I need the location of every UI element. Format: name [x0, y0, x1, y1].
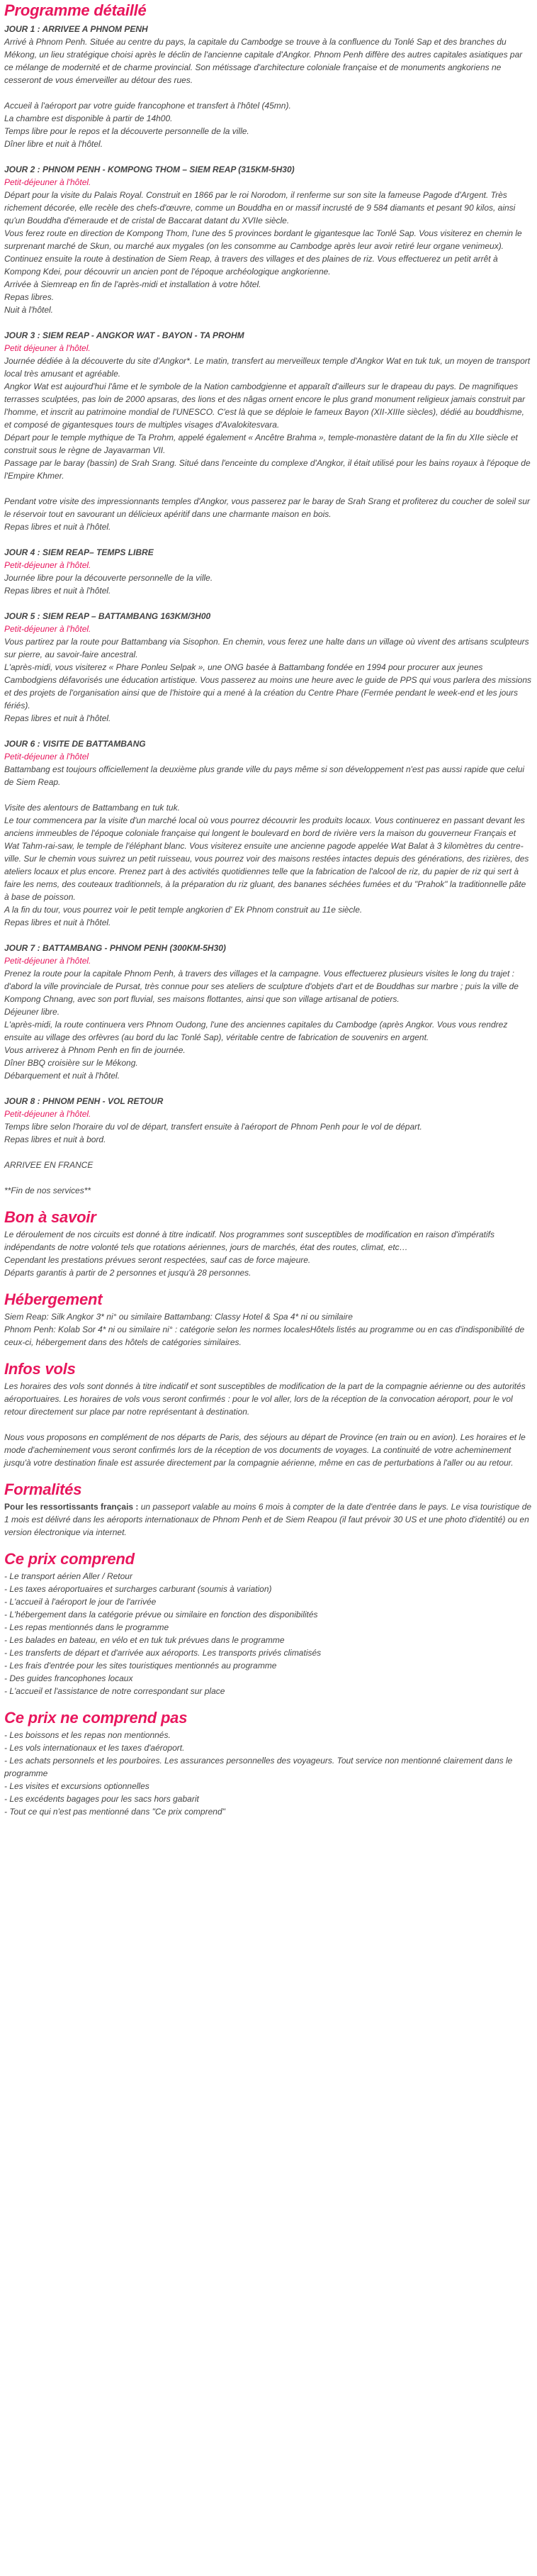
list-item: - Les balades en bateau, en vélo et en tuk tuk prévues dans le programme: [4, 1635, 285, 1645]
itinerary-day: [4, 546, 533, 597]
programme-section: [4, 0, 533, 1197]
day-title: JOUR 2 : PHNOM PENH - KOMPONG THOM – SIEM REAP (315KM-5H30): [4, 165, 295, 174]
list-item: - L'hébergement dans la catégorie prévue ou similaire en fonction des disponibilités: [4, 1610, 318, 1619]
itinerary-day: [4, 737, 533, 929]
itinerary-day: [4, 329, 533, 533]
day-title: JOUR 1 : ARRIVEE A PHNOM PENH: [4, 24, 148, 34]
list-item: - Les achats personnels et les pourboires. Les assurances personnelles des voyageurs. Tout service non mentionné clairement dans le programme: [4, 1756, 513, 1778]
day-text-line: La chambre est disponible à partir de 14h00.: [4, 113, 173, 123]
day-meal: Petit-déjeuner à l'hôtel.: [4, 560, 91, 570]
formalites-title: Formalités: [4, 1481, 82, 1498]
day-text-line: Accueil à l'aéroport par votre guide francophone et transfert à l'hôtel (45mn).: [4, 101, 291, 111]
day-text-line: **Fin de nos services**: [4, 1186, 91, 1195]
day-text-line: Dîner BBQ croisière sur le Mékong.: [4, 1058, 138, 1068]
day-text-line: Vous partirez par la route pour Battambang via Sisophon. En chemin, vous ferez une halte dans un village où vivent des artisans sculpteurs sur pierre, au savoir-faire ancestral.: [4, 637, 529, 659]
itinerary-day: [4, 1095, 533, 1197]
list-item: - Tout ce qui n'est pas mentionné dans "Ce prix comprend": [4, 1807, 225, 1817]
itinerary-day: [4, 942, 533, 1082]
day-meal: Petit-déjeuner à l'hôtel.: [4, 956, 91, 966]
prix-comprend-title: Ce prix comprend: [4, 1550, 135, 1568]
bon-a-savoir-line: Cependant les prestations prévues seront respectées, sauf cas de force majeure.: [4, 1255, 311, 1265]
day-meal: Petit-déjeuner à l'hôtel.: [4, 1109, 91, 1119]
day-title: JOUR 5 : SIEM REAP – BATTAMBANG 163KM/3H00: [4, 611, 211, 621]
prix-comprend-section: [4, 1549, 533, 1697]
hebergement-line: Siem Reap: Silk Angkor 3* ni° ou similaire Battambang: Classy Hotel & Spa 4* ni ou similaire: [4, 1312, 353, 1322]
day-text-line: Nuit à l'hôtel.: [4, 305, 53, 315]
bon-a-savoir-section: [4, 1207, 533, 1279]
list-item: - Les taxes aéroportuaires et surcharges carburant (soumis à variation): [4, 1584, 272, 1594]
list-item: - Les boissons et les repas non mentionnés.: [4, 1730, 171, 1740]
prix-ne-comprend-pas-title: Ce prix ne comprend pas: [4, 1709, 188, 1727]
formalites-text-block: [4, 1500, 533, 1539]
prix-ne-comprend-pas-list: [4, 1729, 533, 1818]
bon-a-savoir-body: [4, 1228, 533, 1279]
day-meal: Petit déjeuner à l'hôtel.: [4, 343, 91, 353]
list-item: - L'accueil à l'aéroport le jour de l'arrivée: [4, 1597, 157, 1607]
hebergement-title: Hébergement: [4, 1290, 103, 1308]
programme-title: Programme détaillé: [4, 1, 147, 19]
day-text-line: Vous arriverez à Phnom Penh en fin de journée.: [4, 1045, 186, 1055]
infos-vols-paragraph: Les horaires des vols sont donnés à titre indicatif et sont susceptibles de modification de la part de la compagnie aérienne ou des autorités aéroportuaires. Les horaires de vols vous seront confirmés : pour le vol aller, lors de la réception de la convocation aéroport, pour le vol retour directement sur place par notre représentant à destination.: [4, 1381, 526, 1417]
infos-vols-body: [4, 1380, 533, 1469]
day-text-line: L'après-midi, vous visiterez « Phare Ponleu Selpak », une ONG basée à Battambang fondée en 1994 pour procurer aux jeunes Cambodgiens défavorisés une éducation artistique. Vous passerez au moins une heure avec le guide de PPS qui vous parlera des missions et des projets de l'organisation ainsi que de l'histoire qui a mené à la création du Centre Phare (Fermée pendant le week-end et les jours fériés).: [4, 662, 531, 710]
day-text-line: Journée dédiée à la découverte du site d'Angkor*. Le matin, transfert au merveilleux temple d'Angkor Wat en tuk tuk, un moyen de transport local très amusant et agréable.: [4, 356, 531, 379]
formalites-text: un passeport valable au moins 6 mois à compter de la date d'entrée dans le pays. Le visa touristique de 1 mois est délivré dans les aéroports internationaux de Phnom Penh et de Siem Reapou (il faut prévoir 30 US et une photo d'identité) ou en version électronique via internet.: [4, 1502, 532, 1537]
day-text-line: Battambang est toujours officiellement la deuxième plus grande ville du pays même si son développement n'est pas aussi rapide que celui de Siem Reap.: [4, 764, 525, 787]
list-item: - Des guides francophones locaux: [4, 1673, 133, 1683]
day-text-line: Visite des alentours de Battambang en tuk tuk.: [4, 803, 180, 813]
hebergement-line: Phnom Penh: Kolab Sor 4* ni ou similaire ni° : catégorie selon les normes localesHôtels listés au programme ou en cas d'indisponibilité de ceux-ci, hébergement dans des hôtels de catégories similaires.: [4, 1325, 525, 1347]
day-text-line: Journée libre pour la découverte personnelle de la ville.: [4, 573, 213, 583]
infos-vols-section: [4, 1359, 533, 1469]
bon-a-savoir-line: Le déroulement de nos circuits est donné à titre indicatif. Nos programmes sont susceptibles de modification en raison d'impératifs indépendants de notre volonté tels que rotations aériennes, jours de marchés, état des routes, climat, etc…: [4, 1230, 494, 1252]
day-title: JOUR 7 : BATTAMBANG - PHNOM PENH (300KM-5H30): [4, 943, 226, 953]
day-text-line: Déjeuner libre.: [4, 1007, 60, 1017]
day-meal: Petit-déjeuner à l'hôtel.: [4, 177, 91, 187]
day-text-line: L'après-midi, la route continuera vers Phnom Oudong, l'une des anciennes capitales du Cambodge (après Angkor. Vous vous rendrez ensuite au village des orfèvres (au bord du lac Tonlé Sap), véritable centre de fabrication de souvenirs en argent.: [4, 1020, 508, 1042]
day-text-line: Prenez la route pour la capitale Phnom Penh, à travers des villages et la campagne. Vous effectuerez plusieurs visites le long du trajet : d'abord la ville provinciale de Pursat, très connue pour ses ateliers de sculpture d'objets d'art et de Bouddhas sur marbre ; puis la ville de Kompong Chnang, avec son port fluvial, ses maisons flottantes, ainsi que son village artisanal de potiers.: [4, 969, 519, 1004]
bon-a-savoir-title: Bon à savoir: [4, 1208, 96, 1226]
day-title: JOUR 3 : SIEM REAP - ANGKOR WAT - BAYON - TA PROHM: [4, 330, 244, 340]
day-text-line: Arrivé à Phnom Penh. Située au centre du pays, la capitale du Cambodge se trouve à la confluence du Tonlé Sap et des branches du Mékong, un lieu stratégique choisi après le déclin de l'ancienne capitale d'Angkor. Phnom Penh diffère des autres capitales asiatiques par ce mélange de modernité et de charme provincial. Son métissage d'architecture coloniale française et de monuments angkoriens ne cesseront de vous émerveiller au détour des rues.: [4, 37, 523, 85]
day-text-line: Dîner libre et nuit à l'hôtel.: [4, 139, 103, 149]
hebergement-body: [4, 1310, 533, 1349]
day-text-line: Passage par le baray (bassin) de Srah Srang. Situé dans l'enceinte du complexe d'Angkor, il était utilisé pour les bains royaux à l'époque de l'Empire Khmer.: [4, 458, 531, 481]
list-item: - Les vols internationaux et les taxes d'aéroport.: [4, 1743, 185, 1753]
itinerary-day: [4, 23, 533, 150]
day-text-line: Temps libre pour le repos et la découverte personnelle de la ville.: [4, 126, 249, 136]
prix-comprend-list: [4, 1570, 533, 1697]
formalites-section: [4, 1479, 533, 1539]
day-meal: Petit-déjeuner à l'hôtel: [4, 752, 89, 762]
day-text-line: Repas libres et nuit à bord.: [4, 1134, 106, 1144]
day-text-line: Le tour commencera par la visite d'un marché local où vous pourrez découvrir les produits locaux. Vous continuerez en passant devant les anciens immeubles de l'époque coloniale française qui longent le boulevard en bord de rivière vers la maison du gouverneur Français et Wat Tahm-rai-saw, le temple de l'éléphant blanc. Vous visiterez ensuite une ancienne pagode appelée Wat Balat à 3 kilomètres du centre-ville. Sur le chemin vous suivrez un petit ruisseau, vous pourrez voir des maisons restées intactes depuis des générations, des rizières, des ateliers locaux et plus encore. Prenez part à des activités quotidiennes telle que la fabrication de l'alcool de riz, du papier de riz qui sert à faire les nems, des couteaux traditionnels, à la préparation du riz gluant, des bananes séchées fumées et du "Prahok" la traditionnelle pâte à base de poisson.: [4, 815, 529, 902]
day-text-line: Débarquement et nuit à l'hôtel.: [4, 1071, 120, 1081]
infos-vols-title: Infos vols: [4, 1360, 76, 1378]
hebergement-section: [4, 1289, 533, 1349]
list-item: - Les frais d'entrée pour les sites touristiques mentionnés au programme: [4, 1661, 277, 1671]
list-item: - L'accueil et l'assistance de notre correspondant sur place: [4, 1686, 225, 1696]
day-text-line: Temps libre selon l'horaire du vol de départ, transfert ensuite à l'aéroport de Phnom Penh pour le vol de départ.: [4, 1122, 422, 1132]
bon-a-savoir-line: Départs garantis à partir de 2 personnes et jusqu'à 28 personnes.: [4, 1268, 251, 1278]
list-item: - Les repas mentionnés dans le programme: [4, 1622, 169, 1632]
formalites-lead: Pour les ressortissants français :: [4, 1502, 139, 1512]
day-text-line: Arrivée à Siemreap en fin de l'après-midi et installation à votre hôtel.: [4, 279, 261, 289]
list-item: - Le transport aérien Aller / Retour: [4, 1571, 132, 1581]
list-item: - Les visites et excursions optionnelles: [4, 1781, 149, 1791]
day-text-line: Repas libres et nuit à l'hôtel.: [4, 522, 111, 532]
day-text-line: Pendant votre visite des impressionnants temples d'Angkor, vous passerez par le baray de Srah Srang et profiterez du coucher de soleil sur le réservoir tout en savourant un délicieux apéritif dans une charmante maison en bois.: [4, 496, 531, 519]
day-text-line: Départ pour le temple mythique de Ta Prohm, appelé également « Ancêtre Brahma », temple-monastère datant de la fin du XIIe siècle et construit sous le règne de Jayavarman VII.: [4, 433, 518, 455]
itinerary-day: [4, 163, 533, 316]
day-text-line: Repas libres et nuit à l'hôtel.: [4, 713, 111, 723]
itinerary-day: [4, 610, 533, 725]
prix-ne-comprend-pas-section: [4, 1707, 533, 1818]
infos-vols-paragraph: Nous vous proposons en complément de nos départs de Paris, des séjours au départ de Province (en train ou en avion). Les horaires et le mode d'acheminement vous seront confirmés lors de la réception de vos documents de voyages. La continuité de votre acheminement jusqu'à votre destination finale est assurée directement par la compagnie aérienne, même en cas de perturbations à l'aller ou au retour.: [4, 1432, 526, 1468]
day-text-line: Repas libres.: [4, 292, 55, 302]
day-meal: Petit-déjeuner à l'hôtel.: [4, 624, 91, 634]
day-text-line: Angkor Wat est aujourd'hui l'âme et le symbole de la Nation cambodgienne et apparaît d'ailleurs sur le drapeau du pays. De magnifiques terrasses sculptées, pas loin de 2000 apsaras, des lions et des nâgas ornent encore le plus grand monument religieux jamais construit par l'homme, et inscrit au patrimoine mondial de l'UNESCO. C'est là que se déploie le fameux Bayon (XII-XIIIe siècles), dédié au bouddhisme, et composé de gigantesques tours de multiples visages d'Avalokitesvara.: [4, 381, 526, 430]
day-text-line: ARRIVEE EN FRANCE: [4, 1160, 94, 1170]
list-item: - Les transferts de départ et d'arrivée aux aéroports. Les transports privés climatisés: [4, 1648, 322, 1658]
day-title: JOUR 4 : SIEM REAP– TEMPS LIBRE: [4, 547, 154, 557]
day-text-line: Vous ferez route en direction de Kompong Thom, l'une des 5 provinces bordant le gigantesque lac Tonlé Sap. Vous visiterez en chemin le surprenant marché de Skun, ou marché aux mygales (on les consomme au Cambodge après leur avoir retiré leur organe venimeux). Continuez ensuite la route à destination de Siem Reap, à travers des villages et des plaines de riz. Vous effectuerez un petit arrêt à Kompong Kdei, pour découvrir un ancien pont de l'époque archéologique angkorienne.: [4, 228, 522, 277]
days-list: [4, 23, 533, 1197]
day-title: JOUR 8 : PHNOM PENH - VOL RETOUR: [4, 1096, 164, 1106]
day-text-line: A la fin du tour, vous pourrez voir le petit temple angkorien d' Ek Phnom construit au 11e siècle.: [4, 905, 363, 915]
day-text-line: Repas libres et nuit à l'hôtel.: [4, 586, 111, 596]
day-title: JOUR 6 : VISITE DE BATTAMBANG: [4, 739, 146, 749]
day-text-line: Repas libres et nuit à l'hôtel.: [4, 918, 111, 927]
day-text-line: Départ pour la visite du Palais Royal. Construit en 1866 par le roi Norodom, il renferme sur son site la fameuse Pagode d'Argent. Très richement décorée, elle recèle des chefs-d'œuvre, comme un Bouddha en or massif incrusté de 9 584 diamants et pesant 90 kilos, ainsi qu'un Bouddha d'émeraude et de cristal de Baccarat datant du XVIIe siècle.: [4, 190, 516, 225]
list-item: - Les excédents bagages pour les sacs hors gabarit: [4, 1794, 199, 1804]
